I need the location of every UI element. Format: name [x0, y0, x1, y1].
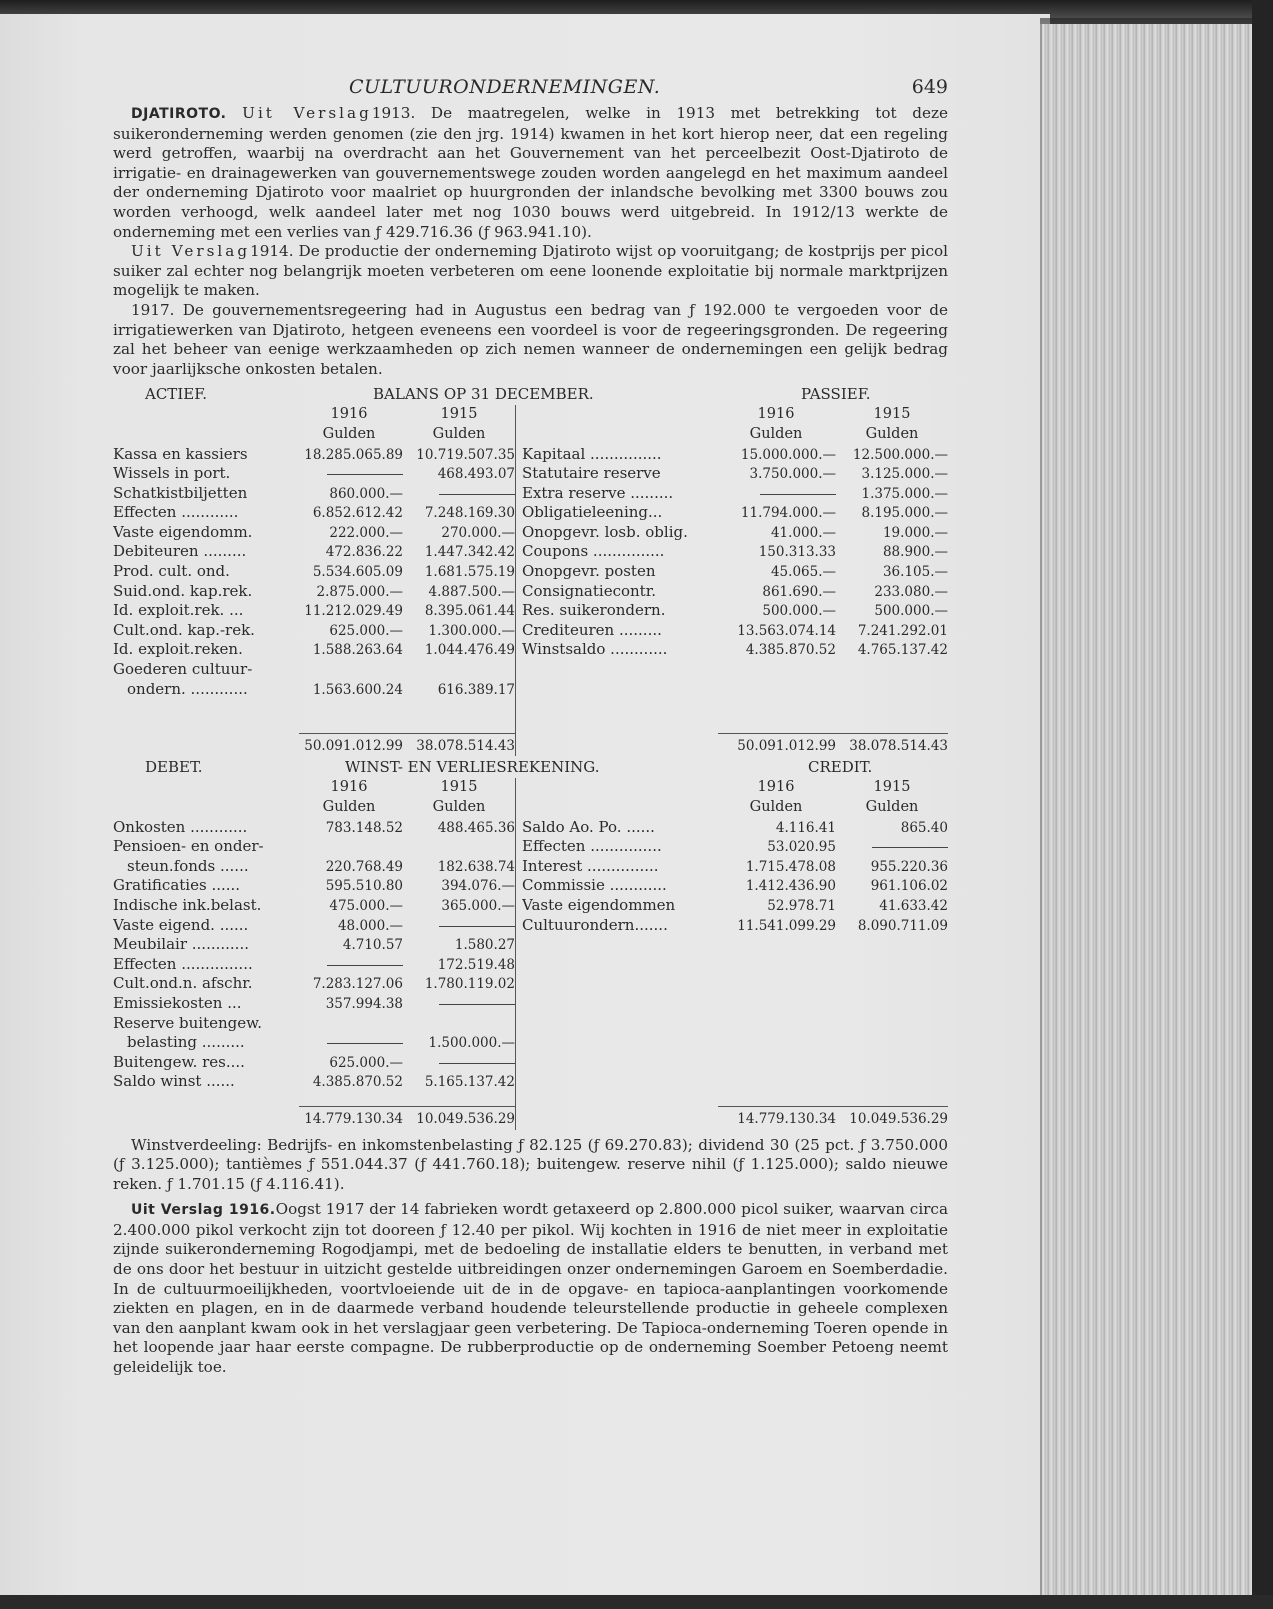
- passief-total: [522, 737, 948, 757]
- value-1915: 1.044.476.49: [424, 642, 515, 659]
- table-row: [522, 582, 948, 602]
- table-row: [522, 601, 948, 621]
- row-label: Kapitaal ...............: [522, 444, 662, 463]
- unit-header: Gulden: [865, 799, 919, 815]
- paragraph-text: Oogst 1917 der 14 fabrieken wordt getaxeerd op 2.800.000 picol suiker, waarvan circa 2.400.000 pikol verkocht zijn tot dooreen ƒ 12.40 per pikol. Wij kochten in 1916 de niet meer in exploitatie zijnde suikeronderneming Rogodjampi, met de bedoeling de installatie elders te benutten, in verband met de ons door het bestuur in uitzicht gestelde uitbreidingen onzer ondernemingen Garoem en Soemberdadie. In de cultuurmoeilijkheden, voortvloeiende uit de in de opgave- en tapioca-aanplantingen voorkomende ziekten en plagen, en in de daarmede verband houdende teleurstellende productie in geheele complexen van den aanplant kwam ook in het verslagjaar geen verbetering. De Tapioca-onderneming Toeren opende in het loopende jaar haar eerste compagne. De rubberproductie op de onderneming Soember Petoeng neemt geleidelijk toe.: [113, 1200, 948, 1377]
- row-label: Reserve buitengew.: [113, 1013, 262, 1032]
- table-row: [113, 916, 515, 936]
- value-1915: 12.500.000.—: [852, 446, 948, 463]
- value-1915: [836, 838, 948, 858]
- debet-column: [113, 778, 515, 1129]
- total-1915: 38.078.514.43: [416, 737, 515, 754]
- value-1916: 860.000.—: [329, 485, 403, 502]
- value-1915: 1.447.342.42: [424, 544, 515, 561]
- value-1916: 1.715.478.08: [745, 858, 836, 875]
- running-title: CULTUURONDERNEMINGEN.: [349, 76, 661, 98]
- row-label: ondern. ............: [127, 679, 248, 698]
- value-1915: 1.300.000.—: [428, 622, 515, 639]
- credit-total: [522, 1110, 948, 1130]
- row-label: Onopgevr. posten: [522, 562, 656, 581]
- row-label: Buitengew. res....: [113, 1052, 245, 1071]
- value-1915: 5.165.137.42: [424, 1074, 515, 1091]
- value-1916: [295, 1034, 403, 1054]
- value-1916: 1.563.600.24: [312, 681, 403, 698]
- table-row: [522, 818, 948, 838]
- row-label: Effecten ...............: [113, 954, 253, 973]
- table-row: [522, 876, 948, 896]
- value-1916: 18.285.065.89: [304, 446, 403, 463]
- value-1916: 48.000.—: [337, 917, 403, 934]
- year-header: 1915: [873, 406, 911, 423]
- row-label: Effecten ...............: [522, 837, 662, 856]
- value-1916: 4.385.870.52: [312, 1074, 403, 1091]
- page-content: [113, 78, 948, 1378]
- row-label: Effecten ............: [113, 503, 239, 522]
- row-label: Wissels in port.: [113, 464, 231, 483]
- row-label: Onkosten ............: [113, 817, 248, 836]
- value-1916: 150.313.33: [758, 544, 836, 561]
- value-1915: [403, 917, 515, 937]
- value-1916: 53.020.95: [767, 839, 836, 856]
- row-label: Prod. cult. ond.: [113, 562, 230, 581]
- value-1915: 270.000.—: [441, 524, 515, 541]
- report-1916-paragraph: [113, 1200, 948, 1377]
- table-row: [113, 680, 515, 700]
- row-label: Gratificaties ......: [113, 876, 241, 895]
- row-label: belasting .........: [127, 1033, 245, 1052]
- actief-title: ACTIEF.: [145, 385, 208, 404]
- value-1915: 8.090.711.09: [857, 917, 948, 934]
- table-row: [113, 640, 515, 660]
- credit-column: [515, 778, 948, 1129]
- profit-loss-account: [113, 758, 948, 1129]
- value-1916: 2.875.000.—: [316, 583, 403, 600]
- table-row: [113, 601, 515, 621]
- actief-total: [113, 737, 515, 757]
- table-row: [522, 640, 948, 660]
- row-label: Id. exploit.rek. ...: [113, 601, 244, 620]
- table-row: [113, 1053, 515, 1073]
- unit-header: Gulden: [322, 799, 376, 815]
- actief-column: [113, 405, 515, 756]
- page-edges-stack: [1040, 24, 1257, 1604]
- table-row: [113, 935, 515, 955]
- report-lead: Uit Verslag: [131, 242, 251, 261]
- table-row: [522, 562, 948, 582]
- row-label: Saldo winst ......: [113, 1072, 235, 1091]
- value-1915: 1.780.119.02: [424, 976, 515, 993]
- table-row: [113, 896, 515, 916]
- value-1916: [295, 956, 403, 976]
- value-1916: 5.534.605.09: [312, 564, 403, 581]
- row-label: Consignatiecontr.: [522, 581, 656, 600]
- intro-paragraph-2: [113, 242, 948, 301]
- total-1915: 10.049.536.29: [416, 1110, 515, 1127]
- year-header: 1916: [757, 406, 795, 423]
- year-header: 1915: [440, 779, 478, 796]
- total-1916: 50.091.012.99: [737, 737, 836, 754]
- unit-header: Gulden: [432, 425, 486, 442]
- value-1916: 222.000.—: [329, 524, 403, 541]
- table-row: [113, 445, 515, 465]
- paragraph-text: 1914. De productie der onderneming Djatiroto wijst op vooruitgang; de kostprijs per picol suiker zal echter nog belangrijk moeten verbeteren om eene loonende exploitatie bij normale marktprijzen mogelijk te maken.: [113, 242, 948, 300]
- unit-header: Gulden: [749, 425, 803, 442]
- value-1915: 172.519.48: [437, 956, 515, 973]
- value-1915: 961.106.02: [870, 878, 948, 895]
- value-1916: 4.710.57: [342, 937, 403, 954]
- value-1915: 865.40: [900, 819, 948, 836]
- unit-header: Gulden: [749, 799, 803, 815]
- row-label: Suid.ond. kap.rek.: [113, 581, 253, 600]
- row-label: Cultuurondern.......: [522, 915, 668, 934]
- row-label: Coupons ...............: [522, 542, 665, 561]
- row-label: Schatkistbiljetten: [113, 483, 248, 502]
- row-label: Extra reserve .........: [522, 483, 674, 502]
- table-row: [113, 464, 515, 484]
- debet-title: DEBET.: [145, 758, 203, 777]
- table-row: [113, 1033, 515, 1053]
- intro-paragraph-1: [113, 104, 948, 242]
- row-label: Statutaire reserve: [522, 464, 661, 483]
- table-row: [113, 660, 515, 680]
- year-header: 1915: [873, 779, 911, 796]
- value-1915: 3.125.000.—: [861, 466, 948, 483]
- value-1915: 4.887.500.—: [428, 583, 515, 600]
- value-1916: [716, 485, 836, 505]
- year-header: 1916: [330, 779, 368, 796]
- pl-title: WINST- EN VERLIESREKENING.: [345, 758, 600, 777]
- row-label: Commissie ............: [522, 876, 667, 895]
- value-1915: 88.900.—: [882, 544, 948, 561]
- year-header: 1916: [757, 779, 795, 796]
- value-1915: 1.375.000.—: [861, 485, 948, 502]
- value-1916: 11.794.000.—: [740, 505, 836, 522]
- paragraph-text: 1913. De maatregelen, welke in 1913 met betrekking tot deze suikeronderneming werden genomen (zie den jrg. 1914) kwamen in het kort hierop neer, dat een regeling werd getroffen, waarbij na overdracht aan het Gouvernement van het perceelbezit Oost-Djatiroto de irrigatie- en drainagewerken van gouvernementswege zouden worden aangelegd en het maximum aandeel der onderneming Djatiroto voor maalriet op huurgronden der inlandsche bevolking met 3300 bouws zou worden verhoogd, welk aandeel later met nog 1030 bouws werd uitgebreid. In 1912/13 werkte de onderneming met een verlies van ƒ 429.716.36 (ƒ 963.941.10).: [113, 104, 948, 241]
- report-lead: Uit Verslag: [242, 104, 372, 122]
- passief-title: PASSIEF.: [801, 385, 871, 404]
- value-1916: 861.690.—: [762, 583, 836, 600]
- value-1916: 500.000.—: [762, 603, 836, 620]
- row-label: Interest ...............: [522, 856, 659, 875]
- value-1916: 6.852.612.42: [312, 505, 403, 522]
- table-row: [522, 445, 948, 465]
- page-number: 649: [911, 76, 948, 98]
- value-1915: 8.395.061.44: [424, 603, 515, 620]
- table-row: [113, 582, 515, 602]
- row-label: Vaste eigendommen: [522, 895, 676, 914]
- value-1915: 7.241.292.01: [857, 622, 948, 639]
- value-1915: [403, 485, 515, 505]
- table-row: [522, 503, 948, 523]
- table-row: [113, 542, 515, 562]
- row-label: Goederen cultuur-: [113, 660, 253, 679]
- value-1916: 625.000.—: [329, 1054, 403, 1071]
- total-1915: 10.049.536.29: [849, 1110, 948, 1127]
- table-row: [522, 837, 948, 857]
- row-label: Meubilair ............: [113, 935, 249, 954]
- report-1916-lead: Uit Verslag 1916.: [131, 1202, 276, 1219]
- value-1916: 1.412.436.90: [745, 878, 836, 895]
- row-label: Id. exploit.reken.: [113, 640, 243, 659]
- profit-distribution: Winstverdeeling: Bedrijfs- en inkomstenbelasting ƒ 82.125 (ƒ 69.270.83); dividend 30 (25 pct. ƒ 3.750.000 (ƒ 3.125.000); tantièmes ƒ 551.044.37 (ƒ 441.760.18); buitengew. reserve nihil (ƒ 1.125.000); saldo nieuwe reken. ƒ 1.701.15 (ƒ 4.116.41).: [113, 1135, 948, 1193]
- table-row: [113, 562, 515, 582]
- value-1916: 13.563.074.14: [737, 622, 836, 639]
- company-name: DJATIROTO.: [131, 106, 227, 122]
- passief-column: [515, 405, 948, 756]
- table-row: [522, 621, 948, 641]
- table-row: [522, 523, 948, 543]
- table-row: [113, 484, 515, 504]
- unit-header: Gulden: [865, 425, 919, 442]
- row-label: Emissiekosten ...: [113, 993, 242, 1012]
- row-label: Obligatieleening...: [522, 503, 663, 522]
- value-1916: 1.588.263.64: [312, 642, 403, 659]
- row-label: Indische ink.belast.: [113, 895, 262, 914]
- table-row: [522, 857, 948, 877]
- value-1916: 625.000.—: [329, 622, 403, 639]
- value-1916: 15.000.000.—: [740, 446, 836, 463]
- value-1915: 488.465.36: [437, 819, 515, 836]
- value-1915: 19.000.—: [882, 524, 948, 541]
- table-row: [522, 464, 948, 484]
- total-1915: 38.078.514.43: [849, 737, 948, 754]
- value-1915: 500.000.—: [874, 603, 948, 620]
- table-row: [113, 837, 515, 857]
- value-1915: 616.389.17: [437, 681, 515, 698]
- value-1915: 1.580.27: [454, 937, 515, 954]
- running-header: [113, 78, 948, 104]
- year-header: 1916: [330, 406, 368, 423]
- value-1916: 45.065.—: [770, 564, 836, 581]
- scan-right-border: [1252, 0, 1273, 1609]
- row-label: Onopgevr. losb. oblig.: [522, 522, 688, 541]
- value-1915: 955.220.36: [870, 858, 948, 875]
- balance-sheet: [113, 385, 948, 756]
- balance-title: BALANS OP 31 DECEMBER.: [373, 385, 594, 404]
- total-1916: 14.779.130.34: [737, 1110, 836, 1127]
- scan-bottom-border: [0, 1595, 1273, 1609]
- table-row: [113, 818, 515, 838]
- table-row: [113, 1072, 515, 1092]
- value-1915: 468.493.07: [437, 466, 515, 483]
- value-1915: 4.765.137.42: [857, 642, 948, 659]
- row-label: Saldo Ao. Po. ......: [522, 817, 655, 836]
- table-row: [113, 1014, 515, 1034]
- total-1916: 50.091.012.99: [304, 737, 403, 754]
- value-1916: 4.116.41: [775, 819, 836, 836]
- value-1916: 3.750.000.—: [749, 466, 836, 483]
- unit-header: Gulden: [432, 799, 486, 815]
- table-row: [113, 994, 515, 1014]
- value-1915: 233.080.—: [874, 583, 948, 600]
- value-1915: 1.500.000.—: [428, 1035, 515, 1052]
- value-1916: 783.148.52: [325, 819, 403, 836]
- credit-title: CREDIT.: [808, 758, 873, 777]
- row-label: Cult.ond. kap.-rek.: [113, 620, 255, 639]
- value-1915: 41.633.42: [879, 897, 948, 914]
- row-label: Winstsaldo ............: [522, 640, 668, 659]
- table-row: [113, 857, 515, 877]
- value-1916: 11.541.099.29: [737, 917, 836, 934]
- table-row: [522, 916, 948, 936]
- pl-heading: [113, 758, 948, 778]
- row-label: Debiteuren .........: [113, 542, 247, 561]
- table-row: [522, 542, 948, 562]
- total-1916: 14.779.130.34: [304, 1110, 403, 1127]
- row-label: Pensioen- en onder-: [113, 837, 264, 856]
- value-1915: 10.719.507.35: [416, 446, 515, 463]
- year-header: 1915: [440, 406, 478, 423]
- value-1915: 394.076.—: [441, 878, 515, 895]
- value-1916: 7.283.127.06: [312, 976, 403, 993]
- table-row: [522, 484, 948, 504]
- value-1916: 220.768.49: [325, 858, 403, 875]
- value-1915: [403, 995, 515, 1015]
- value-1916: 472.836.22: [325, 544, 403, 561]
- value-1915: [403, 1054, 515, 1074]
- value-1915: 1.681.575.19: [424, 564, 515, 581]
- value-1916: 475.000.—: [329, 897, 403, 914]
- balance-heading: [113, 385, 948, 405]
- value-1915: 365.000.—: [441, 897, 515, 914]
- value-1916: 11.212.029.49: [304, 603, 403, 620]
- value-1915: 7.248.169.30: [424, 505, 515, 522]
- value-1915: 36.105.—: [882, 564, 948, 581]
- unit-header: Gulden: [322, 425, 376, 442]
- value-1916: 52.978.71: [767, 897, 836, 914]
- value-1916: 41.000.—: [770, 524, 836, 541]
- value-1916: [295, 465, 403, 485]
- row-label: Cult.ond.n. afschr.: [113, 974, 253, 993]
- value-1916: 595.510.80: [325, 878, 403, 895]
- row-label: steun.fonds ......: [127, 856, 249, 875]
- intro-paragraph-3: 1917. De gouvernementsregeering had in Augustus een bedrag van ƒ 192.000 te vergoeden voor de irrigatiewerken van Djatiroto, hetgeen eveneens een voordeel is voor de regeeringsgronden. De regeering zal het beheer van eenige werkzaamheden op zich nemen wanneer de ondernemingen een gelijk bedrag voor jaarlijksche onkosten betalen.: [113, 300, 948, 378]
- row-label: Crediteuren .........: [522, 620, 662, 639]
- debet-total: [113, 1110, 515, 1130]
- value-1916: 357.994.38: [325, 995, 403, 1012]
- value-1915: 182.638.74: [437, 858, 515, 875]
- table-row: [522, 896, 948, 916]
- table-row: [113, 974, 515, 994]
- table-row: [113, 523, 515, 543]
- row-label: Kassa en kassiers: [113, 444, 248, 463]
- table-row: [113, 621, 515, 641]
- value-1915: 8.195.000.—: [861, 505, 948, 522]
- table-row: [113, 955, 515, 975]
- table-row: [113, 876, 515, 896]
- row-label: Vaste eigend. ......: [113, 915, 249, 934]
- value-1916: 4.385.870.52: [745, 642, 836, 659]
- row-label: Res. suikerondern.: [522, 601, 666, 620]
- row-label: Vaste eigendomm.: [113, 522, 253, 541]
- table-row: [113, 503, 515, 523]
